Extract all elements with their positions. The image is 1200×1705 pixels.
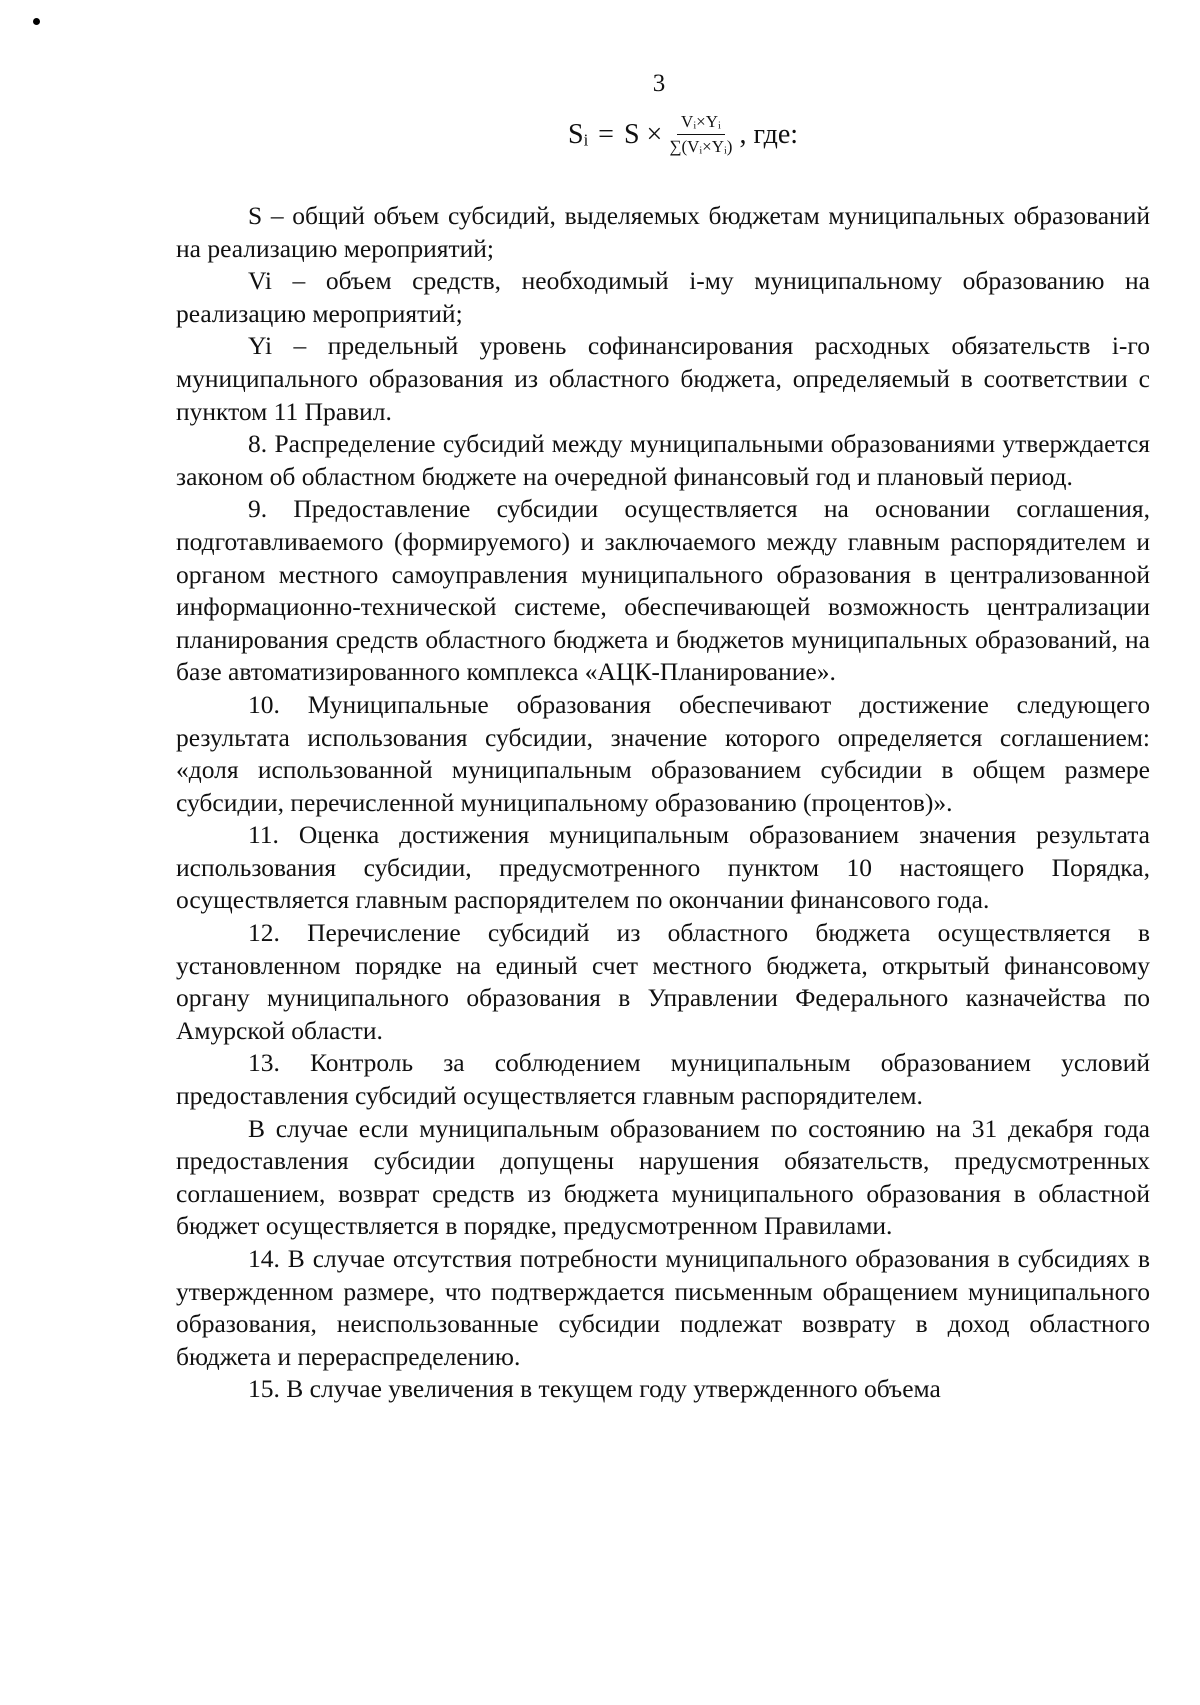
- paragraph-item-13-continued: В случае если муниципальным образованием по состоянию на 31 декабря года предоставления субсидии допущены нарушения обязательств, предусмотренных соглашением, возврат средств из бюджета муниципального образования в областной бюджет осуществляется в порядке, предусмотренном Правилами.: [176, 1113, 1150, 1241]
- paragraph-item-15: 15. В случае увеличения в текущем году утвержденного объема: [248, 1374, 941, 1404]
- formula-denominator: ∑(Vᵢ×Yᵢ): [669, 137, 733, 156]
- formula-numerator: Vᵢ×Yᵢ: [677, 112, 725, 135]
- formula-lhs: Sᵢ: [568, 118, 589, 150]
- paragraph-item-11: 11. Оценка достижения муниципальным образованием значения результата использования субсидии, предусмотренного пунктом 10 настоящего Порядка, осуществляется главным распорядителем по окончании финансового года.: [176, 820, 1150, 915]
- paragraph-definition-vi: Vi – объем средств, необходимый i-му муниципальному образованию на реализацию мероприятий;: [176, 266, 1150, 328]
- document-body: [176, 200, 1150, 1406]
- paragraph-definition-yi: Yi – предельный уровень софинансирования расходных обязательств i-го муниципального образования из областного бюджета, определяемый в соответствии с пунктом 11 Правил.: [176, 331, 1150, 426]
- formula-suffix: , где:: [739, 118, 799, 150]
- paragraph-item-14: 14. В случае отсутствия потребности муниципального образования в субсидиях в утвержденном размере, что подтверждается письменным обращением муниципального образования, неиспользованные субсидии подлежат возврату в доход областного бюджета и перераспределению.: [176, 1244, 1150, 1371]
- subsidy-formula: [568, 112, 798, 157]
- paragraph-definition-s: S – общий объем субсидий, выделяемых бюджетам муниципальных образований на реализацию мероприятий;: [176, 201, 1150, 263]
- paragraph-item-10: 10. Муниципальные образования обеспечивают достижение следующего результата использования субсидии, значение которого определяется соглашением: «доля использованной муниципальным образованием субсидии в общем размере субсидии, перечисленной муниципальному образованию (процентов)».: [176, 689, 1150, 817]
- paragraph-item-13: 13. Контроль за соблюдением муниципальным образованием условий предоставления субсидий осуществляется главным распорядителем.: [176, 1048, 1150, 1111]
- paragraph-item-9: 9. Предоставление субсидии осуществляется на основании соглашения, подготавливаемого (формируемого) и заключаемого между главным распорядителем и органом местного самоуправления муниципального образования в централизованной информационно-технической системе, обеспечивающей возможность централизации планирования средств областного бюджета и бюджетов муниципальных образований, на базе автоматизированного комплекса «АЦК-Планирование».: [176, 494, 1150, 687]
- page-number: 3: [652, 70, 666, 97]
- formula-factor: S ×: [623, 118, 663, 150]
- formula-fraction: [665, 112, 736, 157]
- formula-equals: =: [598, 118, 614, 150]
- scan-dot: [33, 18, 40, 25]
- paragraph-item-8: 8. Распределение субсидий между муниципальными образованиями утверждается законом об областном бюджете на очередной финансовый год и плановый период.: [176, 429, 1150, 491]
- paragraph-item-12: 12. Перечисление субсидий из областного бюджета осуществляется в установленном порядке на единый счет местного бюджета, открытый финансовому органу муниципального образования в Управлении Федерального казначейства по Амурской области.: [176, 918, 1150, 1045]
